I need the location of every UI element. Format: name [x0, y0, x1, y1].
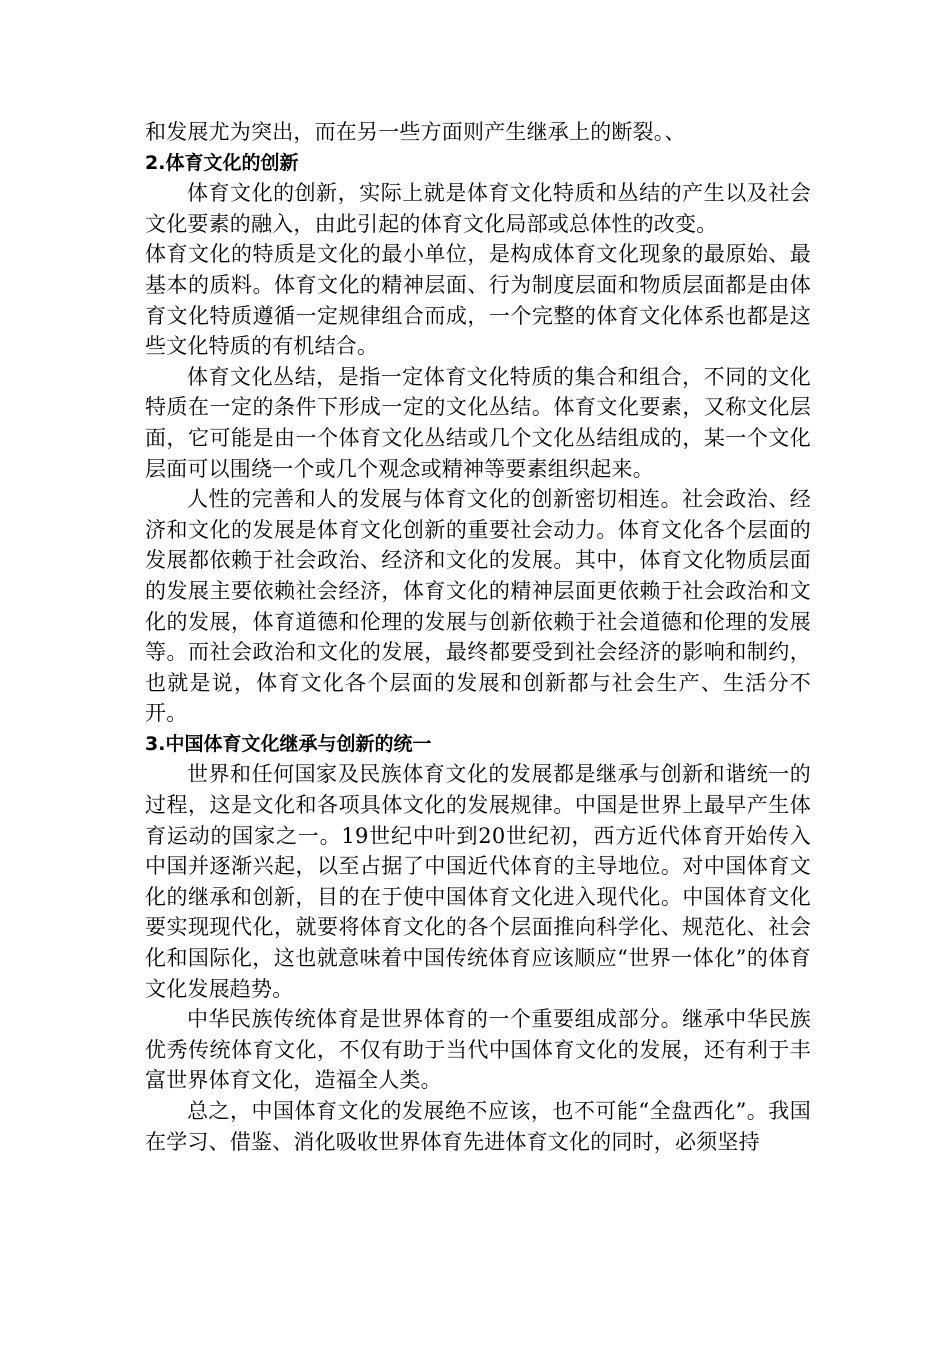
document-page	[145, 117, 811, 1157]
paragraph: 体育文化的创新，实际上就是体育文化特质和丛结的产生以及社会文化要素的融入，由此引起的体育文化局部或总体性的改变。	[145, 181, 811, 236]
paragraph: 体育文化的特质是文化的最小单位，是构成体育文化现象的最原始、最基本的质料。体育文化的精神层面、行为制度层面和物质层面都是由体育文化特质遵循一定规律组合而成，一个完整的体育文化体系也都是这些文化特质的有机结合。	[145, 242, 811, 359]
paragraph: 人性的完善和人的发展与体育文化的创新密切相连。社会政治、经济和文化的发展是体育文化创新的重要社会动力。体育文化各个层面的发展都依赖于社会政治、经济和文化的发展。其中，体育文化物质层面的发展主要依赖社会经济，体育文化的精神层面更依赖于社会政治和文化的发展，体育道德和伦理的发展与创新依赖于社会道德和伦理的发展等。而社会政治和文化的发展，最终都要受到社会经济的影响和制约，也就是说，体育文化各个层面的发展和创新都与社会生产、生活分不开。	[145, 487, 811, 726]
paragraph: 中华民族传统体育是世界体育的一个重要组成部分。继承中华民族优秀传统体育文化，不仅有助于当代中国体育文化的发展，还有利于丰富世界体育文化，造福全人类。	[145, 1007, 811, 1093]
section-heading: 3.中国体育文化继承与创新的统一	[145, 732, 432, 755]
paragraph: 体育文化丛结，是指一定体育文化特质的集合和组合，不同的文化特质在一定的条件下形成一定的文化丛结。体育文化要素，又称文化层面，它可能是由一个体育文化丛结或几个文化丛结组成的，某一个文化层面可以围绕一个或几个观念或精神等要素组织起来。	[145, 364, 811, 481]
paragraph: 世界和任何国家及民族体育文化的发展都是继承与创新和谐统一的过程，这是文化和各项具体文化的发展规律。中国是世界上最早产生体育运动的国家之一。19世纪中叶到20世纪初，西方近代体育开始传入中国并逐渐兴起，以至占据了中国近代体育的主导地位。对中国体育文化的继承和创新，目的在于使中国体育文化进入现代化。中国体育文化要实现现代化，就要将体育文化的各个层面推向科学化、规范化、社会化和国际化，这也就意味着中国传统体育应该顺应“世界一体化”的体育文化发展趋势。	[145, 762, 811, 1001]
paragraph: 总之，中国体育文化的发展绝不应该，也不可能“全盘西化”。我国在学习、借鉴、消化吸收世界体育先进体育文化的同时，必须坚持	[145, 1099, 811, 1154]
paragraph: 和发展尤为突出，而在另一些方面则产生继承上的断裂。、	[145, 120, 686, 144]
section-heading: 2.体育文化的创新	[145, 151, 299, 174]
